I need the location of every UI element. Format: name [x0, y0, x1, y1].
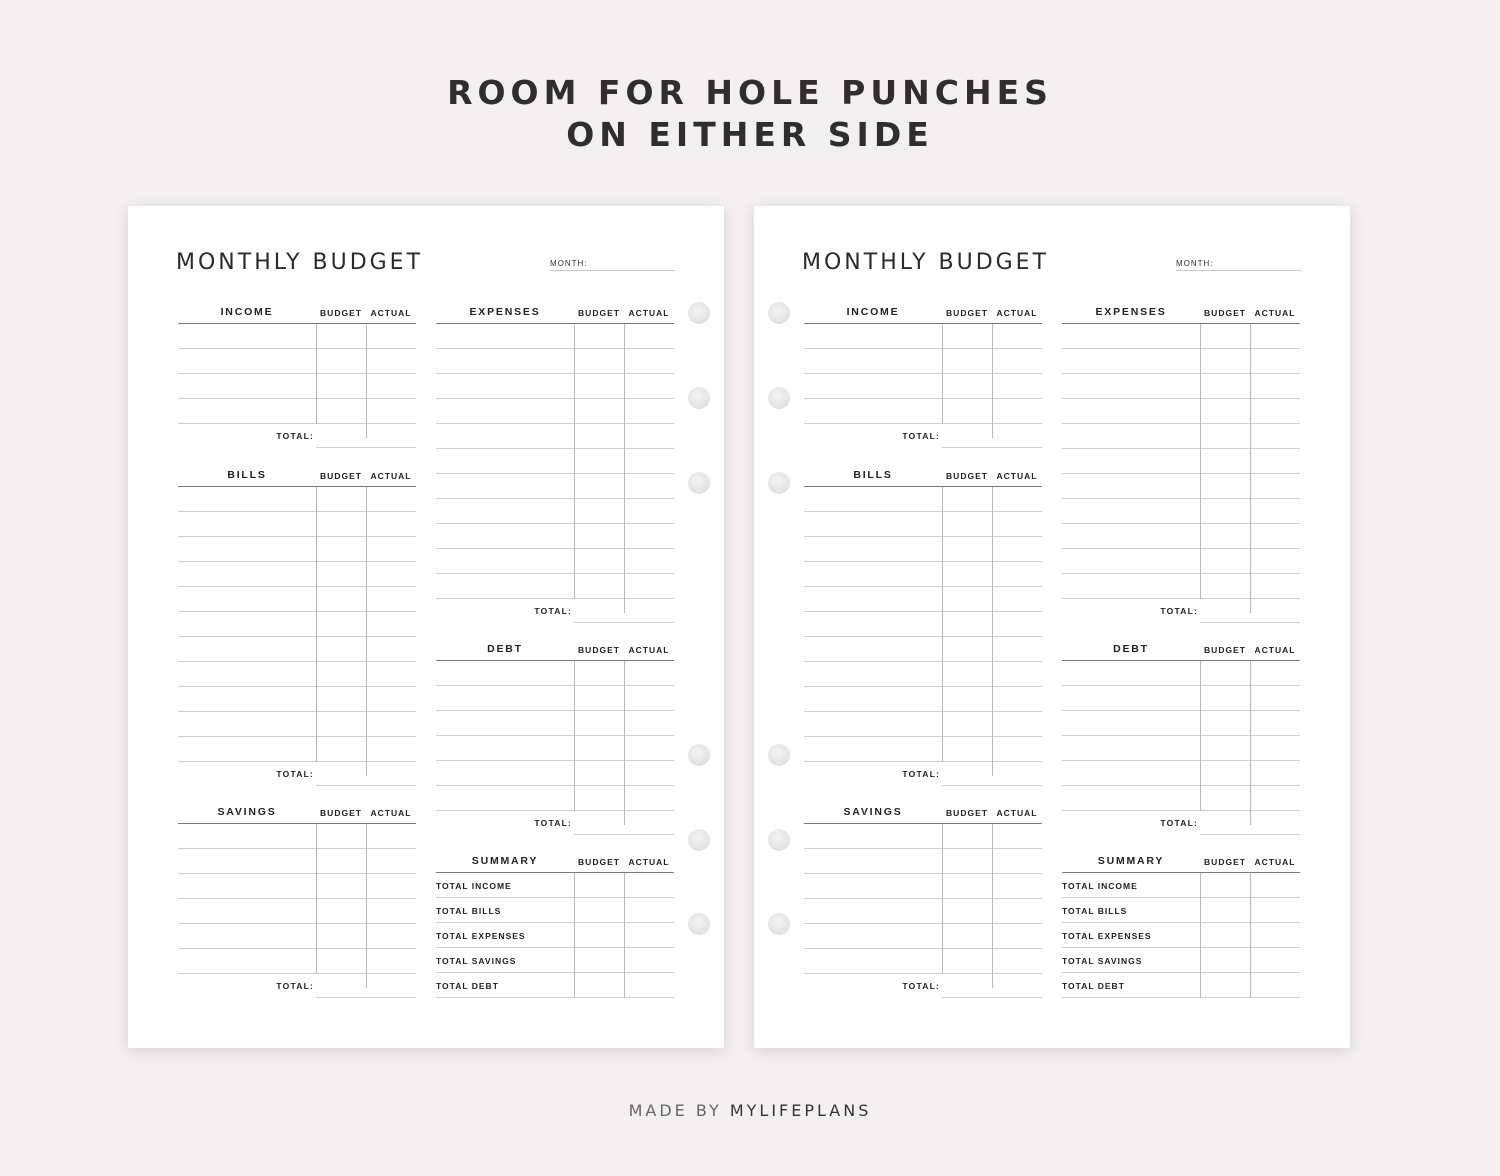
total-label: TOTAL:	[902, 769, 940, 779]
hole-punch-marker	[688, 472, 710, 494]
summary-row[interactable]	[436, 948, 674, 973]
expenses-row[interactable]	[436, 399, 674, 424]
hole-punch-marker	[768, 744, 790, 766]
debt-row[interactable]	[1062, 686, 1300, 711]
column-divider	[992, 424, 993, 438]
summary-row-label: TOTAL DEBT	[436, 981, 499, 991]
month-field[interactable]: MONTH:	[550, 259, 675, 271]
hole-punch-marker	[768, 472, 790, 494]
summary-row-label: TOTAL SAVINGS	[1062, 956, 1143, 966]
income-row[interactable]	[178, 324, 416, 349]
budget-column-label: BUDGET	[578, 308, 620, 318]
savings-section	[804, 804, 1042, 998]
page-title: MONTHLY BUDGET	[802, 250, 1050, 275]
savings-title: SAVINGS	[843, 806, 903, 818]
column-divider	[366, 762, 367, 776]
column-divider	[992, 487, 993, 762]
expenses-row[interactable]	[1062, 474, 1300, 499]
column-divider	[1200, 873, 1201, 998]
total-label: TOTAL:	[276, 431, 314, 441]
savings-row[interactable]	[178, 949, 416, 974]
actual-column-label: ACTUAL	[370, 471, 412, 481]
hole-punch-marker	[768, 829, 790, 851]
hole-punch-marker	[768, 302, 790, 324]
savings-row[interactable]	[178, 899, 416, 924]
budget-column-label: BUDGET	[1204, 308, 1246, 318]
expenses-row[interactable]	[1062, 499, 1300, 524]
income-header	[804, 304, 1042, 324]
column-divider	[992, 824, 993, 974]
savings-row[interactable]	[804, 949, 1042, 974]
debt-section	[1062, 641, 1300, 835]
total-label: TOTAL:	[534, 818, 572, 828]
savings-rows	[804, 824, 1042, 974]
budget-column-label: BUDGET	[578, 857, 620, 867]
budget-column-label: BUDGET	[578, 645, 620, 655]
column-divider	[574, 873, 575, 998]
bills-row[interactable]	[804, 687, 1042, 712]
savings-total-row	[178, 974, 416, 998]
actual-column-label: ACTUAL	[370, 808, 412, 818]
bills-row[interactable]	[804, 737, 1042, 762]
expenses-row[interactable]	[1062, 424, 1300, 449]
bills-row[interactable]	[178, 537, 416, 562]
bills-row[interactable]	[804, 712, 1042, 737]
bills-row[interactable]	[804, 537, 1042, 562]
savings-row[interactable]	[178, 824, 416, 849]
bills-rows	[178, 487, 416, 762]
summary-rows	[436, 873, 674, 998]
summary-row[interactable]	[1062, 973, 1300, 998]
expenses-row[interactable]	[436, 424, 674, 449]
income-row[interactable]	[178, 399, 416, 424]
column-divider	[574, 661, 575, 811]
column-divider	[1200, 661, 1201, 811]
bills-row[interactable]	[178, 587, 416, 612]
actual-column-label: ACTUAL	[628, 645, 670, 655]
expenses-row[interactable]	[1062, 399, 1300, 424]
debt-row[interactable]	[436, 686, 674, 711]
debt-row[interactable]	[1062, 761, 1300, 786]
total-label: TOTAL:	[276, 981, 314, 991]
actual-column-label: ACTUAL	[996, 808, 1038, 818]
bills-row[interactable]	[804, 612, 1042, 637]
column-divider	[366, 824, 367, 974]
actual-column-label: ACTUAL	[370, 308, 412, 318]
bills-row[interactable]	[804, 637, 1042, 662]
budget-column-label: BUDGET	[320, 808, 362, 818]
expenses-row[interactable]	[1062, 449, 1300, 474]
total-label: TOTAL:	[1160, 606, 1198, 616]
expenses-row[interactable]	[1062, 349, 1300, 374]
expenses-total-row	[436, 599, 674, 623]
debt-row[interactable]	[1062, 711, 1300, 736]
expenses-row[interactable]	[436, 549, 674, 574]
savings-total-row	[804, 974, 1042, 998]
column-divider	[366, 424, 367, 438]
expenses-row[interactable]	[436, 349, 674, 374]
column-divider	[992, 762, 993, 776]
debt-row[interactable]	[436, 711, 674, 736]
actual-column-label: ACTUAL	[628, 857, 670, 867]
summary-row[interactable]	[1062, 873, 1300, 898]
expenses-row[interactable]	[436, 524, 674, 549]
income-title: INCOME	[846, 306, 900, 318]
bills-row[interactable]	[178, 712, 416, 737]
column-divider	[1200, 324, 1201, 599]
expenses-row[interactable]	[1062, 324, 1300, 349]
column-divider	[1250, 661, 1251, 811]
income-rows	[178, 324, 416, 424]
expenses-header	[1062, 304, 1300, 324]
total-label: TOTAL:	[276, 769, 314, 779]
bills-row[interactable]	[804, 487, 1042, 512]
debt-row[interactable]	[1062, 736, 1300, 761]
bills-title: BILLS	[853, 469, 893, 481]
expenses-title: EXPENSES	[1095, 306, 1167, 318]
bills-title: BILLS	[227, 469, 267, 481]
total-label: TOTAL:	[1160, 818, 1198, 828]
column-divider	[366, 974, 367, 988]
bills-row[interactable]	[804, 512, 1042, 537]
summary-title: SUMMARY	[471, 855, 539, 867]
month-field[interactable]: MONTH:	[1176, 259, 1301, 271]
debt-total-row	[1062, 811, 1300, 835]
actual-column-label: ACTUAL	[996, 471, 1038, 481]
expenses-section	[436, 304, 674, 623]
budget-page-left	[128, 206, 724, 1048]
summary-row[interactable]	[1062, 898, 1300, 923]
bills-row[interactable]	[178, 562, 416, 587]
income-title: INCOME	[220, 306, 274, 318]
column-divider	[624, 599, 625, 613]
page-title: MONTHLY BUDGET	[176, 250, 424, 275]
bills-row[interactable]	[178, 737, 416, 762]
income-total-row	[804, 424, 1042, 448]
income-header	[178, 304, 416, 324]
debt-row[interactable]	[436, 736, 674, 761]
income-section	[178, 304, 416, 448]
hole-punch-marker	[688, 744, 710, 766]
debt-header	[436, 641, 674, 661]
summary-header	[436, 853, 674, 873]
column-divider	[992, 974, 993, 988]
column-divider	[1250, 873, 1251, 998]
summary-row-label: TOTAL INCOME	[436, 881, 512, 891]
debt-total-row	[436, 811, 674, 835]
savings-section	[178, 804, 416, 998]
actual-column-label: ACTUAL	[1254, 308, 1296, 318]
summary-row[interactable]	[436, 873, 674, 898]
summary-row-label: TOTAL DEBT	[1062, 981, 1125, 991]
actual-column-label: ACTUAL	[628, 308, 670, 318]
summary-rows	[1062, 873, 1300, 998]
savings-row[interactable]	[178, 849, 416, 874]
income-row[interactable]	[804, 349, 1042, 374]
actual-column-label: ACTUAL	[996, 308, 1038, 318]
income-total-row	[178, 424, 416, 448]
headline-line-2: ON EITHER SIDE	[566, 115, 934, 154]
total-label: TOTAL:	[902, 431, 940, 441]
savings-row[interactable]	[804, 824, 1042, 849]
expenses-header	[436, 304, 674, 324]
expenses-row[interactable]	[436, 374, 674, 399]
debt-title: DEBT	[487, 643, 523, 655]
bills-total-row	[804, 762, 1042, 786]
budget-column-label: BUDGET	[1204, 857, 1246, 867]
hole-punch-marker	[768, 387, 790, 409]
bills-row[interactable]	[178, 662, 416, 687]
summary-header	[1062, 853, 1300, 873]
expenses-row[interactable]	[1062, 374, 1300, 399]
budget-column-label: BUDGET	[946, 471, 988, 481]
bills-row[interactable]	[178, 512, 416, 537]
bills-header	[178, 467, 416, 487]
expenses-rows	[436, 324, 674, 599]
column-divider	[366, 487, 367, 762]
expenses-row[interactable]	[1062, 524, 1300, 549]
income-row[interactable]	[178, 374, 416, 399]
savings-row[interactable]	[804, 849, 1042, 874]
budget-column-label: BUDGET	[946, 308, 988, 318]
bills-total-row	[178, 762, 416, 786]
debt-row[interactable]	[436, 761, 674, 786]
bills-row[interactable]	[804, 662, 1042, 687]
bills-header	[804, 467, 1042, 487]
column-divider	[624, 324, 625, 599]
total-label: TOTAL:	[534, 606, 572, 616]
income-row[interactable]	[804, 399, 1042, 424]
bills-row[interactable]	[178, 687, 416, 712]
bills-row[interactable]	[804, 562, 1042, 587]
summary-row[interactable]	[436, 973, 674, 998]
budget-column-label: BUDGET	[946, 808, 988, 818]
column-divider	[316, 824, 317, 974]
actual-column-label: ACTUAL	[1254, 645, 1296, 655]
summary-title: SUMMARY	[1097, 855, 1165, 867]
column-divider	[1250, 811, 1251, 825]
debt-rows	[1062, 661, 1300, 811]
summary-row[interactable]	[1062, 948, 1300, 973]
headline	[0, 72, 1500, 156]
expenses-row[interactable]	[1062, 549, 1300, 574]
debt-title: DEBT	[1113, 643, 1149, 655]
summary-row-label: TOTAL EXPENSES	[1062, 931, 1152, 941]
savings-row[interactable]	[804, 874, 1042, 899]
column-divider	[942, 324, 943, 424]
debt-row[interactable]	[1062, 661, 1300, 686]
column-divider	[316, 324, 317, 424]
column-divider	[942, 824, 943, 974]
income-section	[804, 304, 1042, 448]
expenses-section	[1062, 304, 1300, 623]
hole-punch-marker	[688, 302, 710, 324]
income-row[interactable]	[804, 324, 1042, 349]
total-label: TOTAL:	[902, 981, 940, 991]
bills-section	[178, 467, 416, 786]
savings-row[interactable]	[178, 924, 416, 949]
expenses-row[interactable]	[436, 574, 674, 599]
summary-row[interactable]	[436, 898, 674, 923]
expenses-total-row	[1062, 599, 1300, 623]
bills-row[interactable]	[178, 487, 416, 512]
summary-section	[1062, 853, 1300, 998]
summary-row-label: TOTAL INCOME	[1062, 881, 1138, 891]
debt-section	[436, 641, 674, 835]
bills-rows	[804, 487, 1042, 762]
budget-page-right	[754, 206, 1350, 1048]
summary-row[interactable]	[1062, 923, 1300, 948]
hole-punch-marker	[688, 387, 710, 409]
bills-row[interactable]	[178, 612, 416, 637]
hole-punch-marker	[688, 913, 710, 935]
footer-made-by: MADE BY	[628, 1101, 722, 1120]
column-divider	[942, 487, 943, 762]
expenses-rows	[1062, 324, 1300, 599]
column-divider	[624, 811, 625, 825]
debt-header	[1062, 641, 1300, 661]
summary-row-label: TOTAL BILLS	[1062, 906, 1128, 916]
summary-row[interactable]	[436, 923, 674, 948]
column-divider	[1250, 324, 1251, 599]
income-rows	[804, 324, 1042, 424]
footer-credit	[0, 1101, 1500, 1120]
headline-line-1: ROOM FOR HOLE PUNCHES	[447, 73, 1053, 112]
budget-column-label: BUDGET	[320, 308, 362, 318]
savings-row[interactable]	[804, 899, 1042, 924]
income-row[interactable]	[178, 349, 416, 374]
column-divider	[366, 324, 367, 424]
budget-column-label: BUDGET	[320, 471, 362, 481]
bills-section	[804, 467, 1042, 786]
income-row[interactable]	[804, 374, 1042, 399]
footer-brand: MYLIFEPLANS	[729, 1101, 872, 1120]
summary-row-label: TOTAL EXPENSES	[436, 931, 526, 941]
expenses-row[interactable]	[436, 499, 674, 524]
savings-row[interactable]	[178, 874, 416, 899]
expenses-title: EXPENSES	[469, 306, 541, 318]
bills-row[interactable]	[804, 587, 1042, 612]
summary-row-label: TOTAL BILLS	[436, 906, 502, 916]
expenses-row[interactable]	[1062, 574, 1300, 599]
savings-header	[804, 804, 1042, 824]
budget-column-label: BUDGET	[1204, 645, 1246, 655]
column-divider	[1250, 599, 1251, 613]
column-divider	[316, 487, 317, 762]
actual-column-label: ACTUAL	[1254, 857, 1296, 867]
debt-row[interactable]	[436, 661, 674, 686]
column-divider	[624, 873, 625, 998]
column-divider	[624, 661, 625, 811]
savings-header	[178, 804, 416, 824]
savings-rows	[178, 824, 416, 974]
debt-row[interactable]	[1062, 786, 1300, 811]
expenses-row[interactable]	[436, 474, 674, 499]
summary-section	[436, 853, 674, 998]
column-divider	[992, 324, 993, 424]
column-divider	[574, 324, 575, 599]
debt-rows	[436, 661, 674, 811]
expenses-row[interactable]	[436, 449, 674, 474]
savings-row[interactable]	[804, 924, 1042, 949]
hole-punch-marker	[768, 913, 790, 935]
bills-row[interactable]	[178, 637, 416, 662]
debt-row[interactable]	[436, 786, 674, 811]
summary-row-label: TOTAL SAVINGS	[436, 956, 517, 966]
hole-punch-marker	[688, 829, 710, 851]
savings-title: SAVINGS	[217, 806, 277, 818]
expenses-row[interactable]	[436, 324, 674, 349]
